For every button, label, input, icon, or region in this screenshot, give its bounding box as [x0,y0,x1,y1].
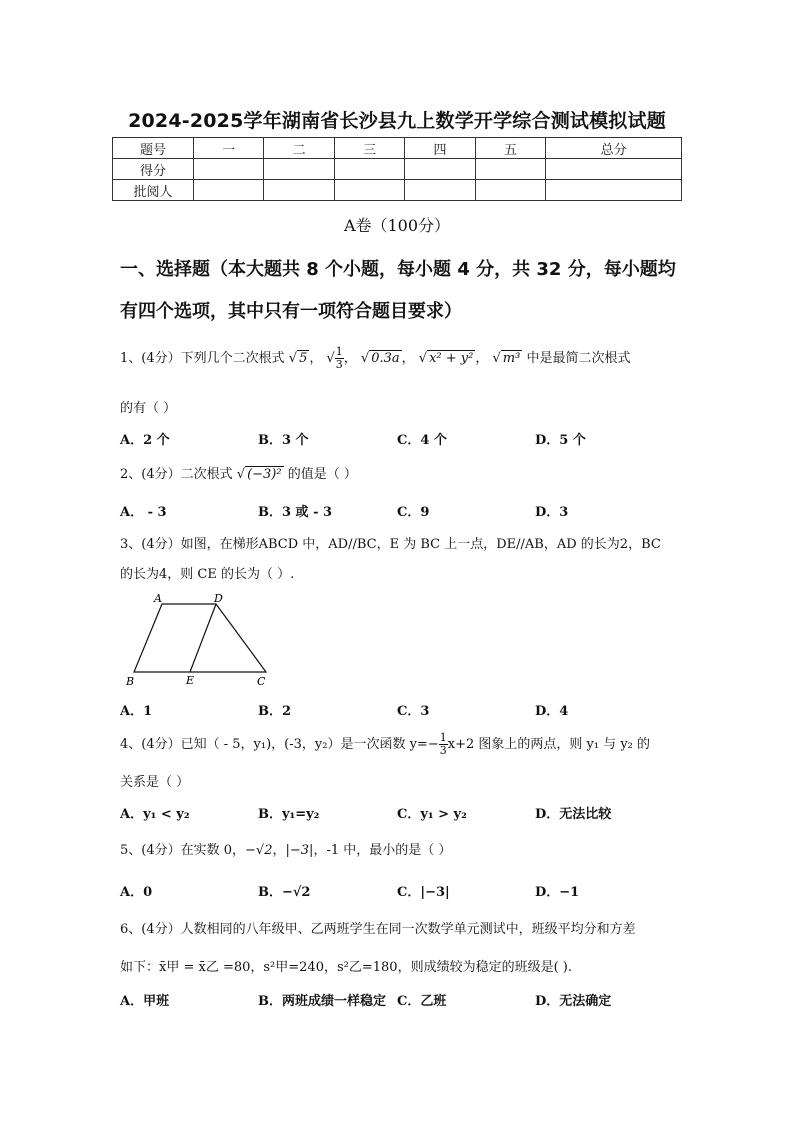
question-5-suffix: ，-1 中，最小的是（ ） [313,843,452,858]
table-cell: 批阅人 [113,180,194,201]
option-c: C．9 [397,505,430,520]
question-1: 1、(4分）下列几个二次根式 √ 5 ， √ $\frac{1}{3}$ ， √ 0.3a ， √ x² + y² ， √ m³ 中是最简二次根式 [120,345,631,371]
question-2-prefix: 2、(4分）二次根式 [120,467,233,482]
fraction-denominator: 3 [439,744,447,757]
option-d: D．−1 [535,885,580,900]
score-table-header-row [113,138,682,159]
question-5: 5、(4分）在实数 0，−√2，|−3|，-1 中，最小的是（ ） [120,843,452,858]
sqrt-symbol: √ [492,351,501,366]
table-cell: 题号 [113,138,194,159]
table-cell [475,180,545,201]
sqrt-symbol: √ [326,351,335,366]
fraction-numerator: 1 [335,345,343,358]
table-cell [264,159,334,180]
option-a: A．0 [120,885,153,900]
option-b: B．2 [258,704,292,719]
score-table [112,137,682,201]
table-cell [194,180,264,201]
section-heading-line2: 有四个选项，其中只有一项符合题目要求） [120,301,462,322]
fraction-numerator: 1 [439,731,447,744]
option-b: B．3 或 - 3 [258,505,333,520]
option-a: A．2 个 [120,433,170,448]
question-3-line1: 3、(4分）如图，在梯形ABCD 中，AD//BC，E 为 BC 上一点，DE//AB，AD 的长为2，BC [120,537,661,552]
option-a: A． - 3 [120,505,167,520]
table-cell: 五 [475,138,545,159]
fraction [439,732,448,757]
label-d: D [214,592,223,605]
radicand: m³ [502,351,521,366]
score-table-row [113,159,682,180]
label-e: E [186,674,195,687]
option-c: C．|−3| [397,885,450,900]
score-table-row [113,180,682,201]
page-title: 2024-2025学年湖南省长沙县九上数学开学综合测试模拟试题 [128,110,666,132]
question-2-suffix: 的值是（ ） [287,467,357,482]
option-d: D．无法比较 [535,807,612,822]
neg-sqrt-2: −√2 [245,843,273,858]
table-cell [546,159,682,180]
option-b: B．−√2 [258,885,311,900]
abs-neg-3: |−3| [285,843,314,858]
table-cell [334,159,404,180]
fraction-denominator: 3 [335,358,343,371]
question-1-line2: 的有（ ） [120,401,177,416]
table-cell [475,159,545,180]
table-cell: 总分 [546,138,682,159]
table-cell [264,180,334,201]
option-b: B．3 个 [258,433,309,448]
table-cell [546,180,682,201]
option-d: D．5 个 [535,433,586,448]
radicand: 0.3a [371,351,400,366]
option-a: A．1 [120,704,153,719]
radicand: x² + y² [429,351,474,366]
question-5-prefix: 5、(4分）在实数 0， [120,843,246,858]
table-cell: 三 [334,138,404,159]
label-c: C [257,675,266,688]
option-b: B．两班成绩一样稳定 [258,994,386,1009]
sqrt-symbol: √ [418,351,428,366]
option-b: B．y₁=y₂ [258,807,320,822]
fraction [335,346,344,371]
option-d: D．4 [535,704,569,719]
option-c: C．4 个 [397,433,447,448]
question-1-suffix: 中是最简二次根式 [526,351,631,366]
table-cell: 二 [264,138,334,159]
radicand: (−3)² [247,467,282,482]
table-cell [194,159,264,180]
label-b: B [126,675,135,688]
option-d: D．无法确定 [535,994,612,1009]
question-4 [120,732,650,757]
option-a: A．y₁ < y₂ [120,807,190,822]
sqrt-symbol: √ [360,351,370,366]
option-d: D．3 [535,505,569,520]
question-6-line2: 如下：x̄甲 = x̄乙 =80，s²甲=240，s²乙=180，则成绩较为稳定的班级是( ). [120,960,572,975]
question-6-line1: 6、(4分）人数相同的八年级甲、乙两班学生在同一次数学单元测试中，班级平均分和方差 [120,922,636,937]
question-4-suffix: x+2 图象上的两点，则 y₁ 与 y₂ 的 [447,737,651,752]
table-cell [405,159,475,180]
radicand: 5 [299,351,308,366]
table-cell [334,180,404,201]
sqrt-symbol: √ [288,351,298,366]
section-heading-line1: 一、选择题（本大题共 8 个小题，每小题 4 分，共 32 分，每小题均 [120,259,676,280]
trapezoid-abcd [134,604,266,672]
option-c: C．y₁ > y₂ [397,807,467,822]
option-c: C．3 [397,704,430,719]
volume-heading: A卷（100分） [343,216,451,235]
trapezoid-figure [120,590,280,690]
table-cell: 四 [405,138,475,159]
table-cell: 一 [194,138,264,159]
option-c: C．乙班 [397,994,447,1009]
question-3-line2: 的长为4，则 CE 的长为（ ）. [120,567,295,582]
sqrt-symbol: √ [236,467,246,482]
question-2 [120,463,357,482]
question-4-prefix: 4、(4分）已知（ - 5，y₁)，(-3，y₂）是一次函数 y=− [120,737,439,752]
question-4-line2: 关系是（ ） [120,775,190,790]
label-a: A [154,592,162,605]
table-cell [405,180,475,201]
segment-de [190,604,216,672]
question-1-prefix: 1、(4分）下列几个二次根式 [120,351,285,366]
option-a: A．甲班 [120,994,170,1009]
table-cell: 得分 [113,159,194,180]
